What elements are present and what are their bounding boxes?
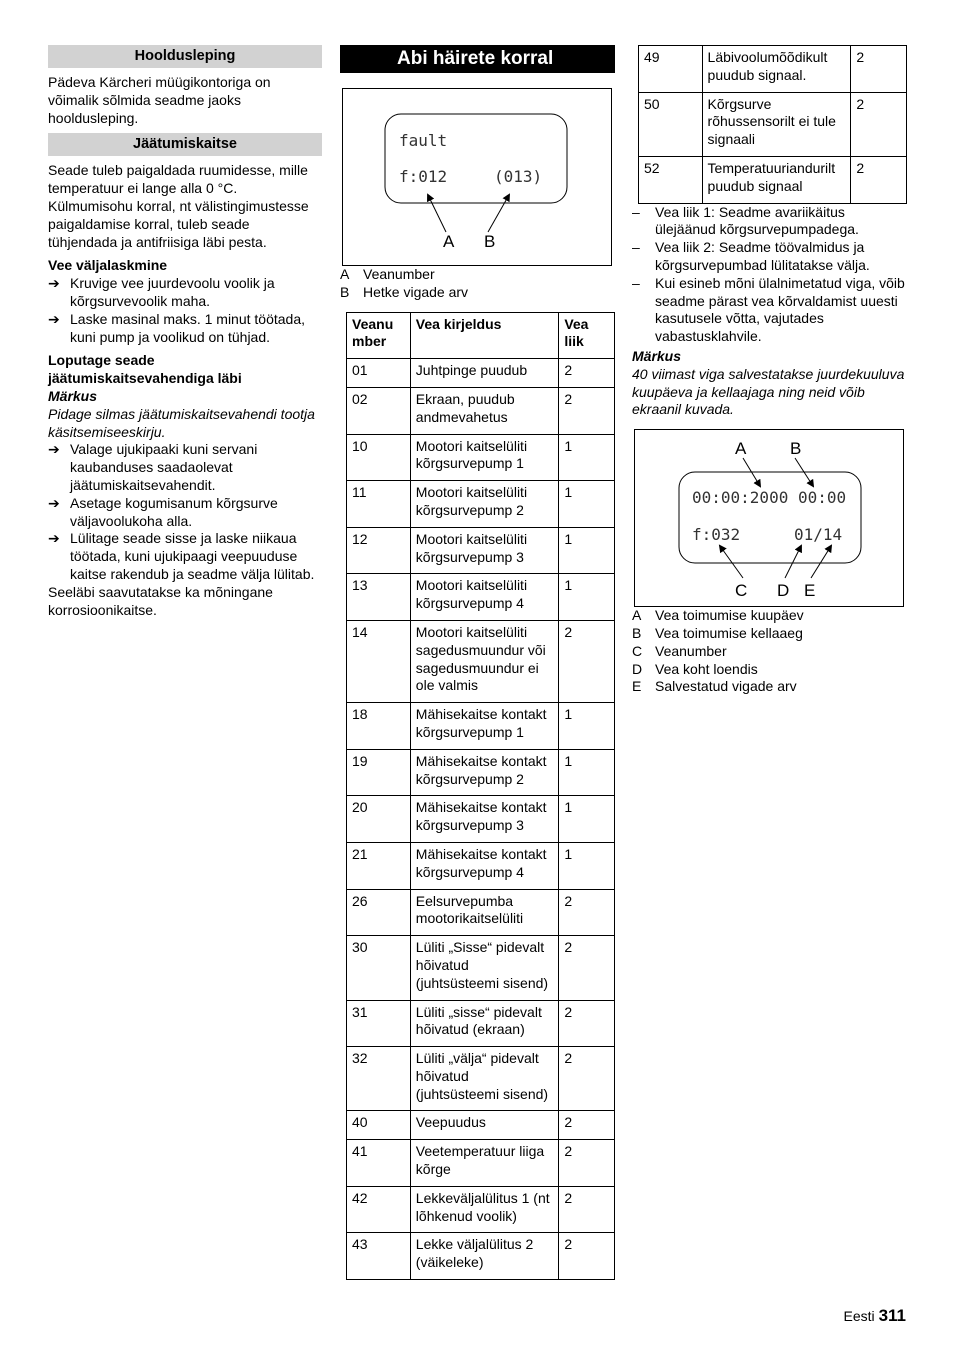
table-row [347, 1186, 615, 1233]
error-type-cell: 2 [559, 1111, 615, 1140]
error-type-cell: 1 [559, 703, 615, 750]
arrow-right-icon: ➔ [48, 494, 60, 511]
error-number-cell: 19 [347, 749, 411, 796]
column-header-number: Veanu mber [347, 312, 411, 359]
table-row [347, 889, 615, 936]
legend-item: A Vea toimumise kuupäev [632, 607, 804, 624]
table-row [639, 92, 907, 156]
legend-item: D Vea koht loendis [632, 660, 758, 677]
error-description-cell: Mootori kaitselüliti kõrgsurvepump 4 [410, 574, 559, 621]
error-description-cell: Mähisekaitse kontakt kõrgsurvepump 4 [410, 842, 559, 889]
error-number-cell: 14 [347, 620, 411, 702]
table-row [347, 387, 615, 434]
error-number-cell: 52 [639, 156, 703, 203]
table-row [347, 842, 615, 889]
error-type-cell: 2 [559, 387, 615, 434]
table-row [347, 434, 615, 481]
error-type-cell: 2 [559, 1233, 615, 1280]
drain-step: ➔ Kruvige vee juurdevoolu voolik ja kõrgsurvevoolik maha. [48, 275, 275, 309]
frost-intro: Seade tuleb paigaldada ruumidesse, mille temperatuur ei lange alla 0 °C. Külmumisohu korral, nt välistingimustesse paigaldamise korral, tuleb seade tühjendada ja antifriisiga läbi pesta. [48, 162, 309, 250]
page-number: 311 [878, 1306, 906, 1325]
table-row [347, 1111, 615, 1140]
error-table-continued [638, 45, 907, 204]
callout-d: D [777, 581, 790, 601]
error-description-cell: Veetemperatuur liiga kõrge [410, 1140, 559, 1187]
note-label-2: Märkus [632, 347, 682, 364]
error-type-cell: 1 [559, 434, 615, 481]
error-number-cell: 42 [347, 1186, 411, 1233]
error-description-cell: Mootori kaitselüliti kõrgsurvepump 2 [410, 481, 559, 528]
error-description-cell: Kõrgsurve rõhussensorilt ei tule signaali [702, 92, 851, 156]
note-text: Pidage silmas jäätumiskaitsevahendi tootja käsitsemiseeskirju. [48, 405, 315, 440]
lcd-screen [679, 472, 861, 563]
error-type-notes [632, 204, 907, 346]
error-description-cell: Veepuudus [410, 1111, 559, 1140]
table-row [639, 156, 907, 203]
error-description-cell: Mähisekaitse kontakt kõrgsurvepump 1 [410, 703, 559, 750]
error-description-cell: Lüliti „välja“ pidevalt hõivatud (juhtsüsteemi sisend) [410, 1047, 559, 1111]
table-row [347, 1047, 615, 1111]
table-row [347, 574, 615, 621]
error-description-cell: Lekke väljalülitus 2 (väikeleke) [410, 1233, 559, 1280]
callout-b: B [484, 232, 496, 251]
error-number-cell: 30 [347, 936, 411, 1000]
table-row [347, 620, 615, 702]
table-row [347, 481, 615, 528]
error-table-continued-wrap [638, 45, 907, 204]
error-description-cell: Mootori kaitselüliti kõrgsurvepump 3 [410, 527, 559, 574]
footer-language: Eesti [843, 1308, 875, 1324]
error-type-cell: 2 [559, 620, 615, 702]
error-number-cell: 01 [347, 359, 411, 388]
middle-column [340, 45, 615, 1280]
note-label: Märkus [48, 387, 98, 404]
lcd-line2-right: 01/14 [794, 525, 843, 545]
error-type-cell: 2 [559, 1186, 615, 1233]
error-number-cell: 26 [347, 889, 411, 936]
rinse-steps [48, 441, 322, 583]
table-row [347, 1233, 615, 1280]
table-row [347, 359, 615, 388]
error-number-cell: 18 [347, 703, 411, 750]
legend-item: C Veanumber [632, 642, 727, 659]
error-number-cell: 40 [347, 1111, 411, 1140]
rinse-step: ➔ Asetage kogumisanum kõrgsurve väljavoolukoha alla. [48, 494, 278, 529]
lcd-display-1 [343, 89, 611, 265]
lcd-line2-right: (013) [494, 167, 543, 186]
column-header-type: Vea liik [559, 312, 615, 359]
arrow-right-icon: ➔ [48, 310, 60, 327]
error-type-cell: 1 [559, 842, 615, 889]
arrow-right-icon: ➔ [48, 530, 60, 547]
error-type-cell: 1 [559, 796, 615, 843]
error-description-cell: Eelsurvepumba mootorikaitselüliti [410, 889, 559, 936]
error-number-cell: 49 [639, 46, 703, 93]
frost-outro: Seeläbi saavutatakse ka mõningane korrosioonikaitse. [48, 583, 273, 618]
callout-b: B [790, 439, 802, 459]
display-figure-1 [342, 88, 612, 266]
lcd-line2-left: f:032 [692, 525, 741, 545]
page-footer [844, 1307, 906, 1326]
arrow-right-icon: ➔ [48, 275, 60, 292]
arrow-right-icon: ➔ [48, 441, 60, 458]
error-number-cell: 10 [347, 434, 411, 481]
legend-item: A Veanumber [340, 266, 435, 282]
maintenance-text: Pädeva Kärcheri müügikontoriga on võimalik sõlmida seadme jaoks hooldusleping. [48, 74, 271, 126]
lcd-line2-left: f:012 [399, 167, 448, 186]
legend-item: B Vea toimumise kellaaeg [632, 624, 803, 641]
page-title: Abi häirete korral [340, 45, 615, 73]
left-column [48, 45, 322, 625]
error-number-cell: 32 [347, 1047, 411, 1111]
list-item: – Vea liik 2: Seadme töövalmidus ja kõrgsurvepumbad lülitatakse välja. [632, 239, 870, 273]
right-column [632, 45, 907, 696]
rinse-step: ➔ Valage ujukipaaki kuni servani kaubanduses saadaolevat jäätumiskaitsevahendit. [48, 441, 258, 493]
drain-heading: Vee väljalaskmine [48, 257, 168, 274]
error-description-cell: Mähisekaitse kontakt kõrgsurvepump 3 [410, 796, 559, 843]
error-number-cell: 20 [347, 796, 411, 843]
table-row [347, 796, 615, 843]
list-item: – Kui esineb mõni ülalnimetatud viga, võib seadme pärast vea kõrvaldamist uuesti kasutusele võtta, vajutades vabastusklahvile. [632, 274, 905, 345]
error-description-cell: Mootori kaitselüliti sagedusmuundur või sagedusmuundur ei ole valmis [410, 620, 559, 702]
table-row [347, 749, 615, 796]
rinse-heading: Loputage seade jäätumiskaitsevahendiga läbi [48, 352, 242, 387]
error-type-cell: 2 [559, 936, 615, 1000]
error-number-cell: 21 [347, 842, 411, 889]
error-type-cell: 1 [559, 749, 615, 796]
table-row [347, 1140, 615, 1187]
display-figure-2 [634, 429, 904, 607]
error-description-cell: Lüliti „Sisse“ pidevalt hõivatud (juhtsüsteemi sisend) [410, 936, 559, 1000]
error-number-cell: 13 [347, 574, 411, 621]
error-description-cell: Lüliti „sisse“ pidevalt hõivatud (ekraan) [410, 1000, 559, 1047]
error-description-cell: Juhtpinge puudub [410, 359, 559, 388]
error-number-cell: 31 [347, 1000, 411, 1047]
error-description-cell: Ekraan, puudub andmevahetus [410, 387, 559, 434]
error-number-cell: 50 [639, 92, 703, 156]
legend-2 [632, 607, 907, 696]
maintenance-heading: Hooldusleping [48, 45, 322, 68]
lcd-line1: 00:00:2000 00:00 [692, 488, 847, 508]
error-description-cell: Temperatuuriandurilt puudub signaal [702, 156, 851, 203]
error-type-cell: 2 [559, 1047, 615, 1111]
callout-c: C [735, 581, 748, 601]
table-row [347, 936, 615, 1000]
error-type-cell: 2 [851, 92, 907, 156]
error-type-cell: 2 [851, 46, 907, 93]
table-header-row [347, 312, 615, 359]
table-row [347, 527, 615, 574]
frost-heading: Jäätumiskaitse [48, 133, 322, 156]
error-number-cell: 12 [347, 527, 411, 574]
drain-steps [48, 275, 322, 346]
error-number-cell: 41 [347, 1140, 411, 1187]
error-description-cell: Mootori kaitselüliti kõrgsurvepump 1 [410, 434, 559, 481]
error-number-cell: 11 [347, 481, 411, 528]
error-description-cell: Mähisekaitse kontakt kõrgsurvepump 2 [410, 749, 559, 796]
error-type-cell: 2 [559, 1140, 615, 1187]
note-text-2: 40 viimast viga salvestatakse juurdekuuluva kuupäeva ja kellaajaga ning neid võib ekraanil kuvada. [632, 365, 905, 418]
error-type-cell: 1 [559, 574, 615, 621]
table-row [347, 703, 615, 750]
error-table [346, 312, 615, 1280]
lcd-display-2 [635, 430, 903, 606]
callout-a: A [735, 439, 747, 459]
rinse-step: ➔ Lülitage seade sisse ja laske niikaua töötada, kuni ujukipaagi veepuuduse kaitse rakendub ja seadme välja lülitab. [48, 530, 315, 582]
legend-item: B Hetke vigade arv [340, 283, 469, 300]
callout-a: A [443, 232, 455, 251]
lcd-screen [385, 114, 567, 203]
error-description-cell: Läbivoolumõõdikult puudub signaal. [702, 46, 851, 93]
error-number-cell: 43 [347, 1233, 411, 1280]
lcd-line1: fault [399, 131, 448, 150]
table-row [639, 46, 907, 93]
error-type-cell: 1 [559, 481, 615, 528]
error-description-cell: Lekkeväljalülitus 1 (nt lõhkenud voolik) [410, 1186, 559, 1233]
error-table-wrap [346, 312, 615, 1280]
error-type-cell: 2 [559, 1000, 615, 1047]
legend-1 [340, 266, 615, 302]
list-item: – Vea liik 1: Seadme avariikäitus ülejäänud kõrgsurvepumpadega. [632, 203, 859, 238]
error-type-cell: 2 [559, 359, 615, 388]
column-header-description: Vea kirjeldus [410, 312, 559, 359]
drain-step: ➔ Laske masinal maks. 1 minut töötada, kuni pump ja voolikud on tühjad. [48, 310, 306, 345]
error-number-cell: 02 [347, 387, 411, 434]
callout-e: E [804, 581, 816, 601]
legend-item: E Salvestatud vigade arv [632, 678, 797, 695]
error-type-cell: 2 [851, 156, 907, 203]
table-row [347, 1000, 615, 1047]
error-type-cell: 1 [559, 527, 615, 574]
error-type-cell: 2 [559, 889, 615, 936]
